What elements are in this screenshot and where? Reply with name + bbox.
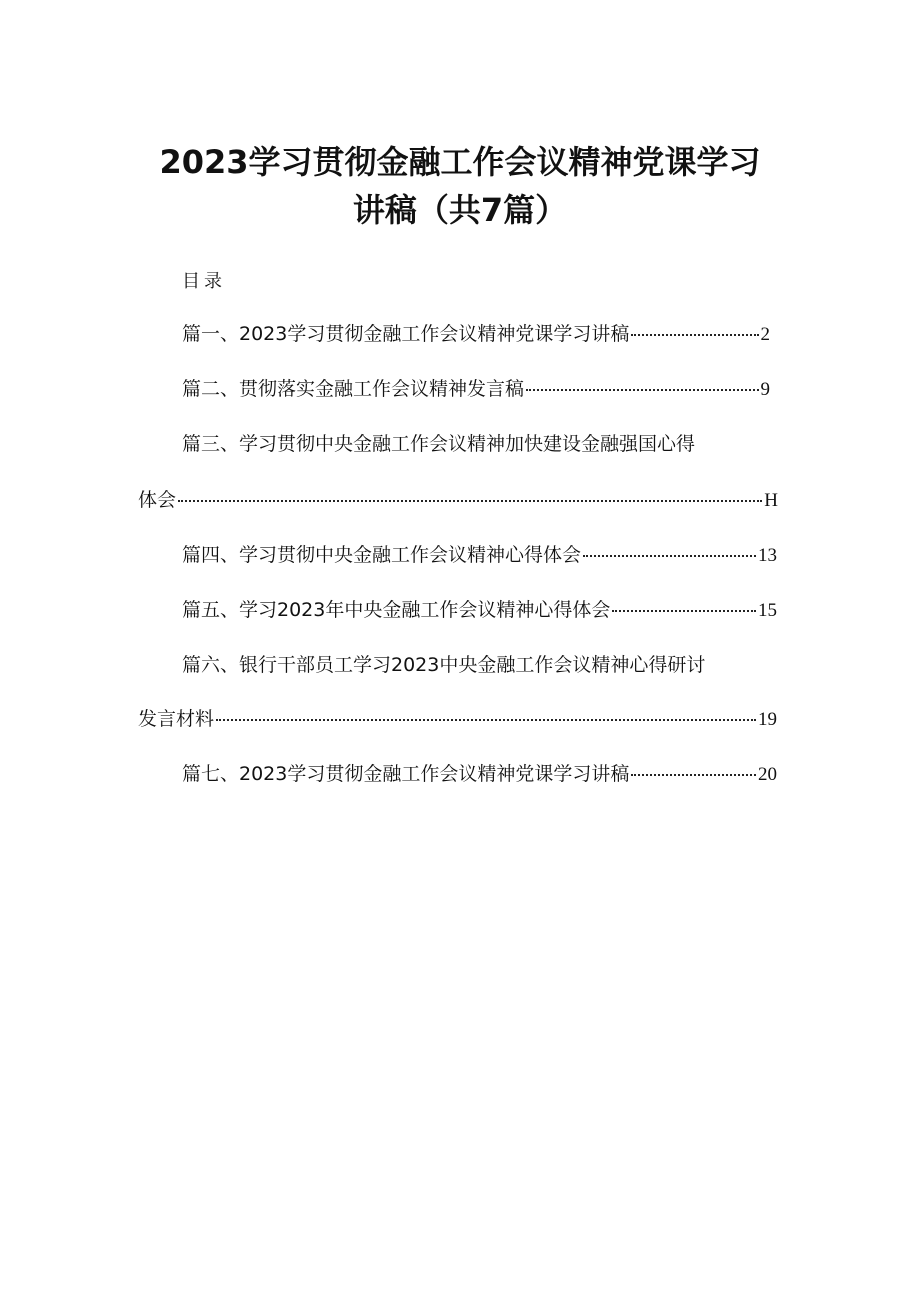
toc-leader-dots <box>216 719 756 721</box>
toc-heading: 目录 <box>182 271 226 292</box>
toc-entry-3-line-2[interactable] <box>138 486 778 515</box>
toc-entry-label: 篇二、贯彻落实金融工作会议精神发言稿 <box>182 378 525 400</box>
toc-entry-7[interactable] <box>182 760 777 789</box>
toc-entry-label: 篇七、2023学习贯彻金融工作会议精神党课学习讲稿 <box>182 763 630 785</box>
toc-entry-1[interactable] <box>182 320 770 349</box>
toc-entry-page: 2 <box>760 324 770 345</box>
toc-leader-dots <box>631 774 756 776</box>
toc-entry-4[interactable] <box>182 541 777 570</box>
toc-entry-page: 20 <box>758 764 777 785</box>
toc-entry-label: 篇一、2023学习贯彻金融工作会议精神党课学习讲稿 <box>182 323 630 345</box>
toc-entry-label: 篇五、学习2023年中央金融工作会议精神心得体会 <box>182 599 611 621</box>
toc-entry-3-line-1[interactable]: 篇三、学习贯彻中央金融工作会议精神加快建设金融强国心得 <box>182 433 696 455</box>
toc-leader-dots <box>178 500 762 502</box>
toc-entry-6-line-2[interactable] <box>138 705 777 734</box>
toc-leader-dots <box>612 610 756 612</box>
toc-entry-page: 9 <box>760 379 770 400</box>
toc-leader-dots <box>583 555 756 557</box>
toc-entry-label: 体会 <box>138 489 177 511</box>
toc-entry-page: 19 <box>758 709 777 730</box>
toc-entry-page: 13 <box>758 545 777 566</box>
toc-entry-6-line-1[interactable]: 篇六、银行干部员工学习2023中央金融工作会议精神心得研讨 <box>182 654 706 676</box>
toc-leader-dots <box>631 334 758 336</box>
toc-entry-label: 发言材料 <box>138 708 215 730</box>
document-title <box>0 138 920 234</box>
toc-entry-page: 15 <box>758 600 777 621</box>
title-line-2: 讲稿（共7篇） <box>352 191 568 229</box>
toc-leader-dots <box>526 389 758 391</box>
toc-entry-5[interactable] <box>182 596 777 625</box>
toc-entry-page: H <box>764 490 778 511</box>
title-line-1: 2023学习贯彻金融工作会议精神党课学习 <box>159 143 761 181</box>
toc-entry-label: 篇四、学习贯彻中央金融工作会议精神心得体会 <box>182 544 582 566</box>
toc-entry-2[interactable] <box>182 375 770 404</box>
